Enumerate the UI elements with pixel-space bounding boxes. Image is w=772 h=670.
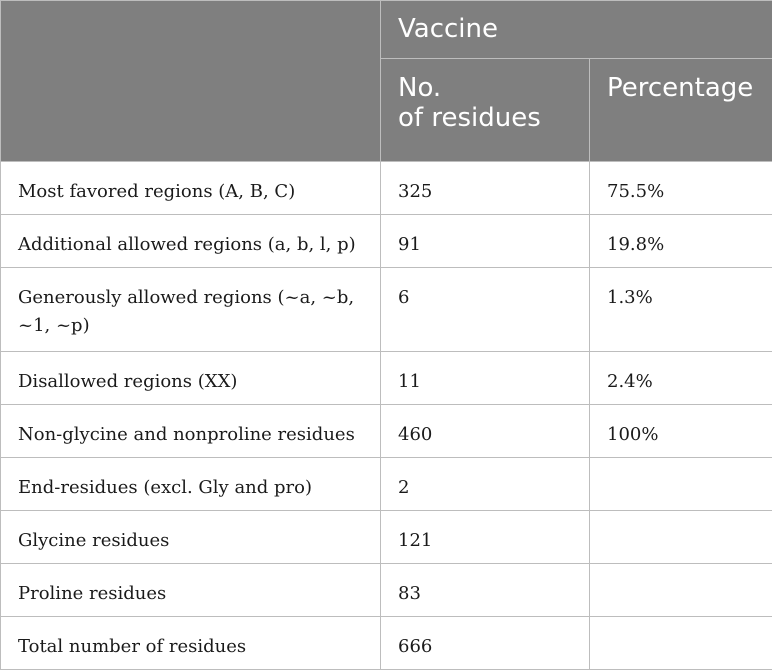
header-vaccine: Vaccine <box>381 1 772 59</box>
row-percentage <box>590 564 772 617</box>
row-percentage: 1.3% <box>590 268 772 352</box>
row-label: Non-glycine and nonproline residues <box>1 405 381 458</box>
row-residues: 460 <box>381 405 590 458</box>
header-percentage: Percentage <box>590 59 772 162</box>
row-label: Glycine residues <box>1 511 381 564</box>
row-label: Additional allowed regions (a, b, l, p) <box>1 215 381 268</box>
row-percentage: 2.4% <box>590 352 772 405</box>
row-label: Disallowed regions (XX) <box>1 352 381 405</box>
row-residues: 11 <box>381 352 590 405</box>
row-residues: 83 <box>381 564 590 617</box>
table-row <box>1 162 772 215</box>
table-row <box>1 511 772 564</box>
table-row <box>1 564 772 617</box>
row-residues: 121 <box>381 511 590 564</box>
table-row <box>1 215 772 268</box>
header-no-of-residues <box>381 59 590 162</box>
row-percentage: 19.8% <box>590 215 772 268</box>
row-residues: 666 <box>381 617 590 670</box>
row-label: End-residues (excl. Gly and pro) <box>1 458 381 511</box>
header-empty-corner <box>1 1 381 162</box>
table-row <box>1 268 772 352</box>
table-header <box>1 1 772 162</box>
table-row <box>1 352 772 405</box>
row-percentage: 100% <box>590 405 772 458</box>
row-residues: 91 <box>381 215 590 268</box>
table-row <box>1 405 772 458</box>
row-label: Most favored regions (A, B, C) <box>1 162 381 215</box>
row-percentage <box>590 617 772 670</box>
row-percentage: 75.5% <box>590 162 772 215</box>
table-row <box>1 458 772 511</box>
row-residues: 2 <box>381 458 590 511</box>
table-row <box>1 617 772 670</box>
row-residues: 6 <box>381 268 590 352</box>
header-no-of-residues-text: No. of residues <box>398 73 541 133</box>
row-residues: 325 <box>381 162 590 215</box>
table-body <box>1 162 772 670</box>
header-row-group <box>1 1 772 59</box>
row-label: Generously allowed regions (~a, ~b, ~1, ~p) <box>1 268 381 352</box>
row-percentage <box>590 511 772 564</box>
row-label: Total number of residues <box>1 617 381 670</box>
row-percentage <box>590 458 772 511</box>
row-label: Proline residues <box>1 564 381 617</box>
